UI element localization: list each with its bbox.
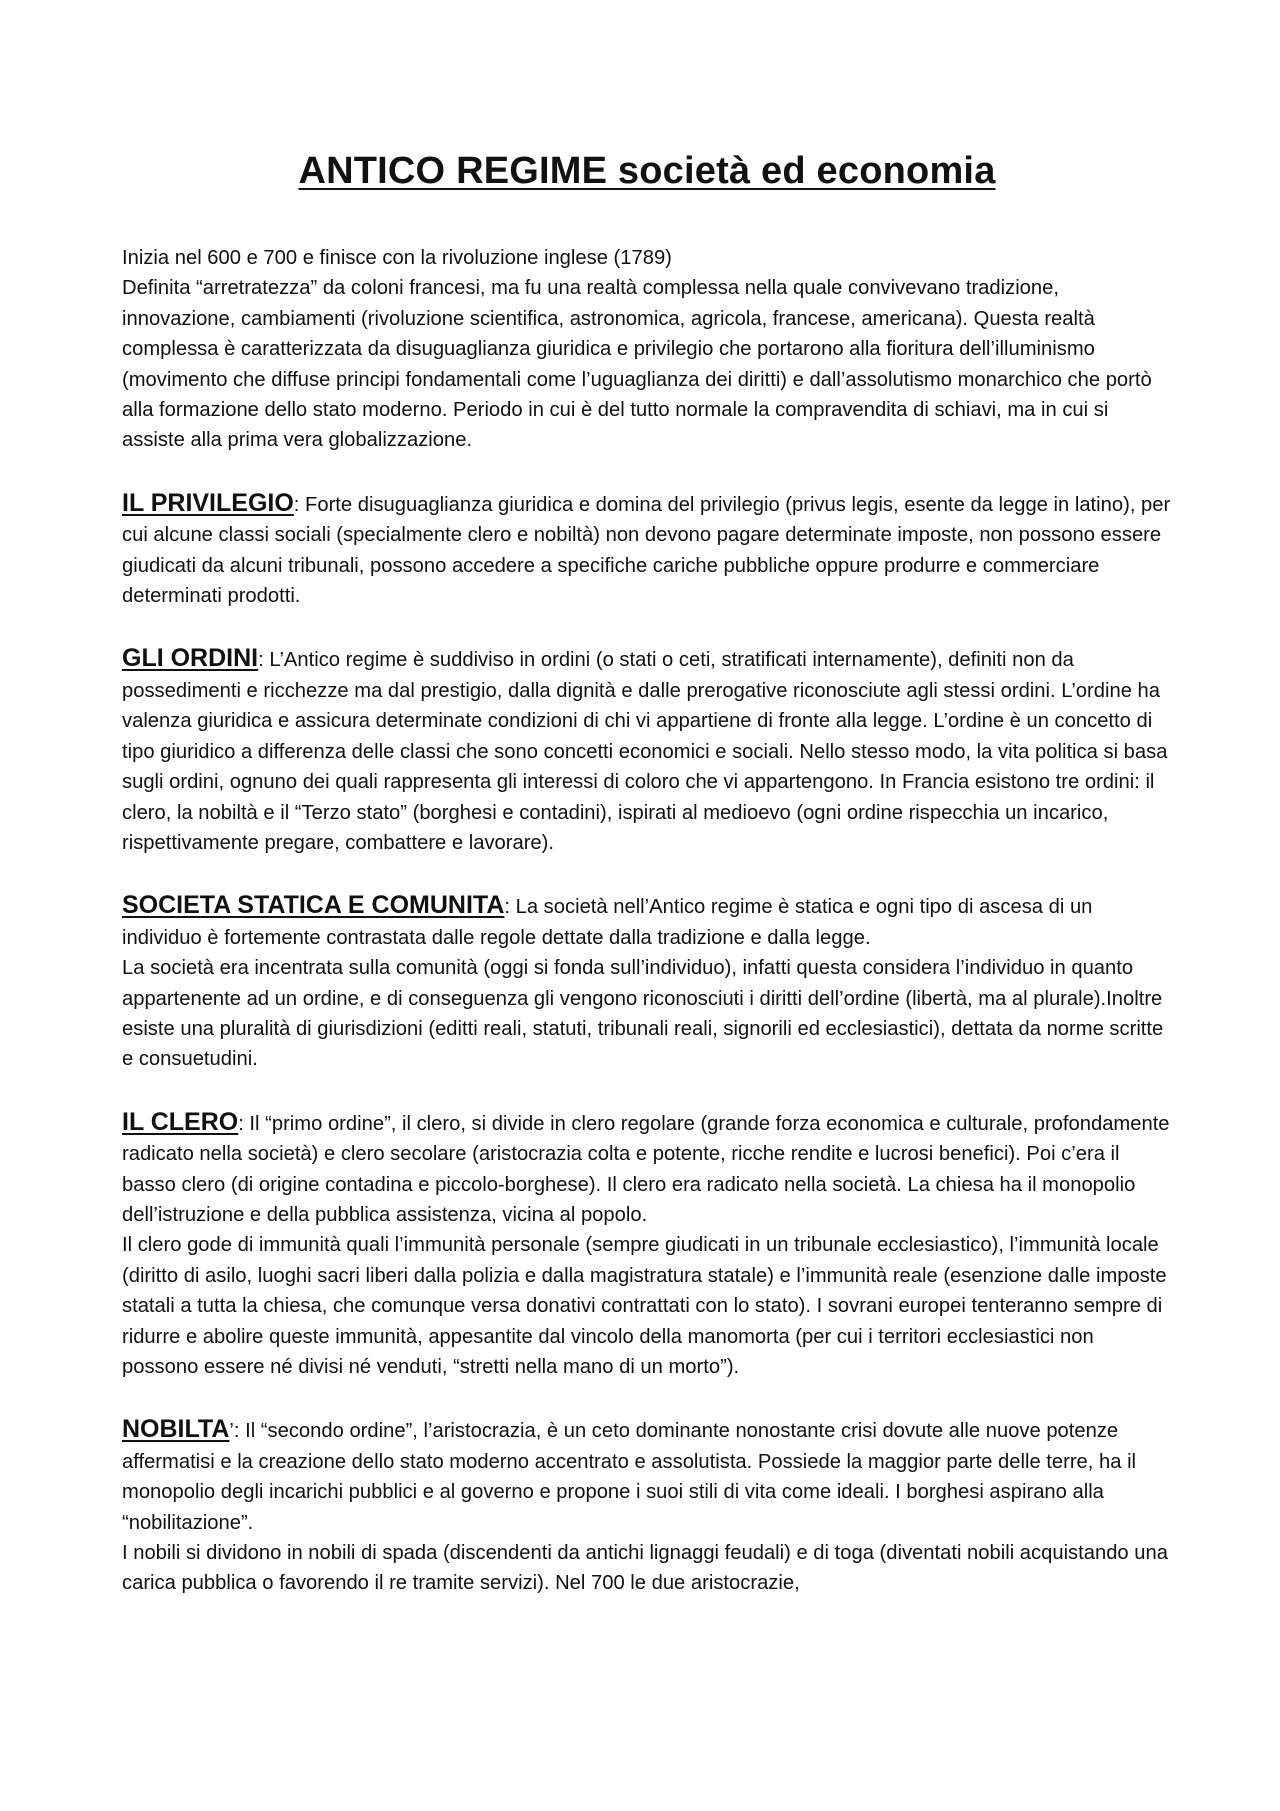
text-privilegio: : Forte disuguaglianza giuridica e domina del privilegio (privus legis, esente da legge in latino), per cui alcune classi sociali (specialmente clero e nobiltà) non devono pagare determinate imposte, non possono essere giudicati da alcuni tribunali, possono accedere a specifiche cariche pubbliche oppure produrre e commerciare determinati prodotti. (122, 493, 1171, 608)
text-nobilta: ’: Il “secondo ordine”, l’aristocrazia, è un ceto dominante nonostante crisi dovute alle nuove potenze affermatisi e la creazione dello stato moderno accentrato e assolutista. Possiede la maggior parte delle terre, ha il monopolio degli incarichi pubblici e al governo e propone i suoi stili di vita come ideali. I borghesi aspirano alla “nobilitazione”. (122, 1420, 1137, 1534)
intro-paragraph (122, 243, 1172, 456)
document-page (122, 150, 1172, 1599)
section-clero (122, 1107, 1172, 1383)
document-title: ANTICO REGIME società ed economia (298, 150, 996, 192)
text-ordini: : L’Antico regime è suddiviso in ordini (o stati o ceti, stratificati internamente), definiti non da possedimenti e ricchezze ma dal prestigio, dalla dignità e dalle prerogative riconosciute agli stessi ordini. L’ordine ha valenza giuridica e assicura determinate condizioni di chi vi appartiene di fronte alla legge. L’ordine è un concetto di tipo giuridico a differenza delle classi che sono concetti economici e sociali. Nello stesso modo, la vita politica si basa sugli ordini, ognuno dei quali rappresenta gli interessi di coloro che vi appartengono. In Francia esistono tre ordini: il clero, la nobiltà e il “Terzo stato” (borghesi e contadini), ispirati al medioevo (ogni ordine rispecchia un incarico, rispettivamente pregare, combattere e lavorare). (122, 649, 1168, 854)
heading-privilegio: IL PRIVILEGIO (122, 488, 294, 517)
heading-ordini: GLI ORDINI (122, 644, 259, 673)
section-privilegio (122, 488, 1172, 612)
heading-societa: SOCIETA STATICA E COMUNITA (122, 891, 505, 920)
intro-line-dates: Inizia nel 600 e 700 e finisce con la rivoluzione inglese (1789) (122, 247, 672, 269)
heading-clero: IL CLERO (122, 1107, 239, 1136)
intro-line-definition: Definita “arretratezza” da coloni francesi, ma fu una realtà complessa nella quale convivevano tradizione, innovazione, cambiamenti (rivoluzione scientifica, astronomica, agricola, francese, americana). Questa realtà complessa è caratterizzata da disuguaglianza giuridica e privilegio che portarono alla fioritura dell’illuminismo (movimento che diffuse principi fondamentali come l’uguaglianza dei diritti) e dall’assolutismo monarchico che portò alla formazione dello stato moderno. Periodo in cui è del tutto normale la compravendita di schiavi, ma in cui si assiste alla prima vera globalizzazione. (122, 277, 1152, 452)
text-clero: : Il “primo ordine”, il clero, si divide in clero regolare (grande forza economica e culturale, profondamente radicato nella società) e clero secolare (aristocrazia colta e potente, ricche rendite e lucrosi benefici). Poi c’era il basso clero (di origine contadina e piccolo-borghese). Il clero era radicato nella società. La chiesa ha il monopolio dell’istruzione e della pubblica assistenza, vicina al popolo. (122, 1112, 1170, 1226)
text-nobilta-continued: I nobili si dividono in nobili di spada (discendenti da antichi lignaggi feudali) e di toga (diventati nobili acquistando una carica pubblica o favorendo il re tramite servizi). Nel 700 le due aristocrazie, (122, 1542, 1168, 1595)
section-nobilta (122, 1414, 1172, 1598)
section-societa (122, 890, 1172, 1074)
text-societa-continued: La società era incentrata sulla comunità (oggi si fonda sull’individuo), infatti questa considera l’individuo in quanto appartenente ad un ordine, e di conseguenza gli vengono riconosciuti i diritti dell’ordine (libertà, ma al plurale).Inoltre esiste una pluralità di giurisdizioni (editti reali, statuti, tribunali reali, signorili ed ecclesiastici), dettata da norme scritte e consuetudini. (122, 957, 1164, 1071)
text-societa: : La società nell’Antico regime è statica e ogni tipo di ascesa di un individuo è fortemente contrastata dalle regole dettate dalla tradizione e dalla legge. (122, 896, 1093, 949)
text-clero-continued: Il clero gode di immunità quali l’immunità personale (sempre giudicati in un tribunale ecclesiastico), l’immunità locale (diritto di asilo, luoghi sacri liberi dalla polizia e dalla magistratura statale) e l’immunità reale (esenzione dalle imposte statali a tutta la chiesa, che comunque versa donativi contrattati con lo stato). I sovrani europei tenteranno sempre di ridurre e abolire queste immunità, appesantite dal vincolo della manomorta (per cui i territori ecclesiastici non possono essere né divisi né venduti, “stretti nella mano di un morto”). (122, 1234, 1167, 1378)
section-ordini (122, 643, 1172, 858)
heading-nobilta: NOBILTA (122, 1415, 230, 1444)
